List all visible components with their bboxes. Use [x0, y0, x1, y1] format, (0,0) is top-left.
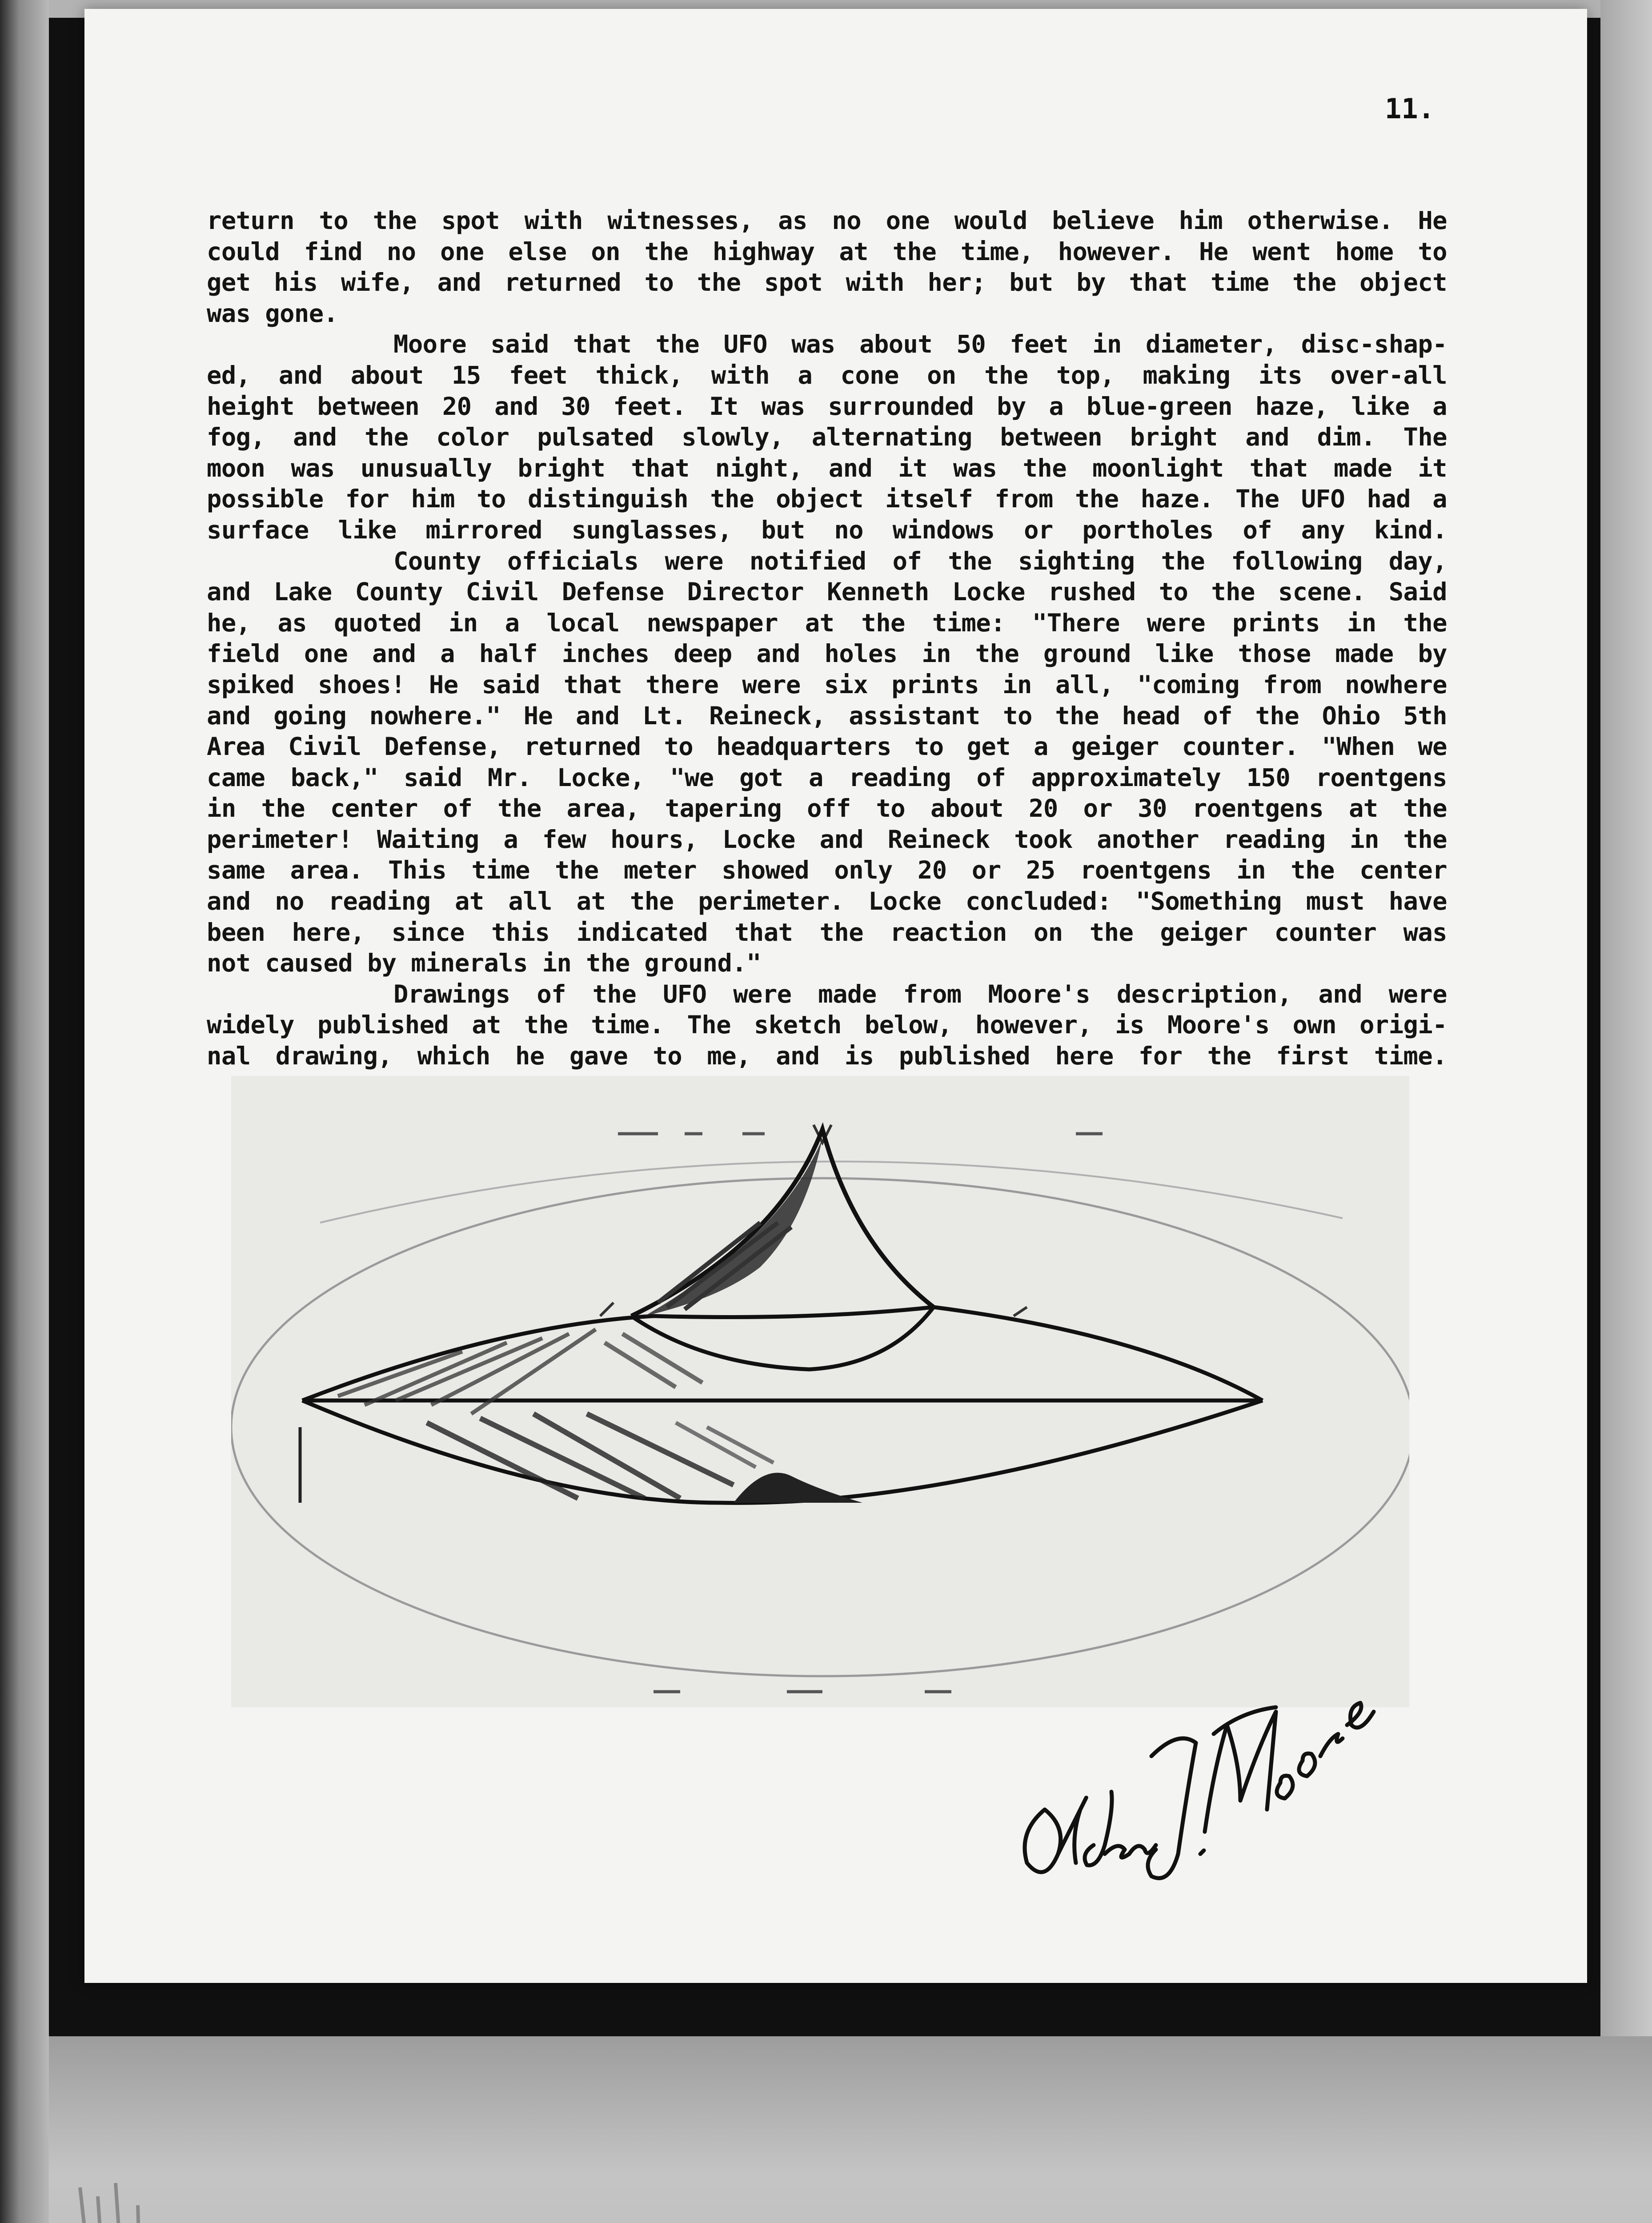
- text-line: not caused by minerals in the ground.": [207, 949, 761, 978]
- text-line: came back," said Mr. Locke, "we got a reading of approximately 150 roentgens: [207, 763, 1447, 792]
- text-line: ed, and about 15 feet thick, with a cone on the top, making its over-all: [207, 361, 1447, 390]
- text-line: and no reading at all at the perimeter. Locke concluded: "Something must have: [207, 887, 1447, 916]
- text-line: surface like mirrored sunglasses, but no windows or portholes of any kind.: [207, 515, 1447, 545]
- text-line: Area Civil Defense, returned to headquarters to get a geiger counter. "When we: [207, 732, 1447, 762]
- text-line: get his wife, and returned to the spot with her; but by that time the object: [207, 268, 1447, 297]
- film-border-bottom: [49, 2036, 1652, 2223]
- text-line: could find no one else on the highway at the time, however. He went home to: [207, 237, 1447, 266]
- body-text: [207, 205, 1447, 1072]
- ufo-sketch: [231, 1076, 1409, 1707]
- text-line: field one and a half inches deep and holes in the ground like those made by: [207, 639, 1447, 669]
- film-scratch-marks: [62, 2179, 222, 2223]
- handwritten-signature: [991, 1623, 1409, 1898]
- text-line: widely published at the time. The sketch below, however, is Moore's own origi-: [207, 1011, 1447, 1040]
- text-line: spiked shoes! He said that there were six prints in all, "coming from nowhere: [207, 670, 1447, 699]
- text-line: Moore said that the UFO was about 50 feet in diameter, disc-shap-: [393, 330, 1447, 359]
- text-line: nal drawing, which he gave to me, and is published here for the first time.: [207, 1042, 1447, 1071]
- text-line: in the center of the area, tapering off to about 20 or 30 roentgens at the: [207, 794, 1447, 823]
- text-line: fog, and the color pulsated slowly, alternating between bright and dim. The: [207, 423, 1447, 452]
- film-border-left: [0, 0, 49, 2223]
- text-line: and going nowhere." He and Lt. Reineck, assistant to the head of the Ohio 5th: [207, 701, 1447, 730]
- page-number: 11.: [1385, 92, 1435, 125]
- text-line: been here, since this indicated that the reaction on the geiger counter was: [207, 918, 1447, 947]
- text-line: was gone.: [207, 299, 338, 328]
- film-border-right: [1600, 0, 1652, 2036]
- text-line: Drawings of the UFO were made from Moore's description, and were: [393, 979, 1447, 1009]
- text-line: County officials were notified of the sighting the following day,: [393, 546, 1447, 576]
- text-line: return to the spot with witnesses, as no one would believe him otherwise. He: [207, 206, 1447, 235]
- text-line: moon was unusually bright that night, and it was the moonlight that made it: [207, 453, 1447, 483]
- text-line: perimeter! Waiting a few hours, Locke and Reineck took another reading in the: [207, 825, 1447, 854]
- text-line: possible for him to distinguish the object itself from the haze. The UFO had a: [207, 485, 1447, 514]
- text-line: height between 20 and 30 feet. It was surrounded by a blue-green haze, like a: [207, 392, 1447, 421]
- text-line: he, as quoted in a local newspaper at the time: "There were prints in the: [207, 608, 1447, 638]
- text-line: and Lake County Civil Defense Director Kenneth Locke rushed to the scene. Said: [207, 578, 1447, 607]
- text-line: same area. This time the meter showed only 20 or 25 roentgens in the center: [207, 856, 1447, 885]
